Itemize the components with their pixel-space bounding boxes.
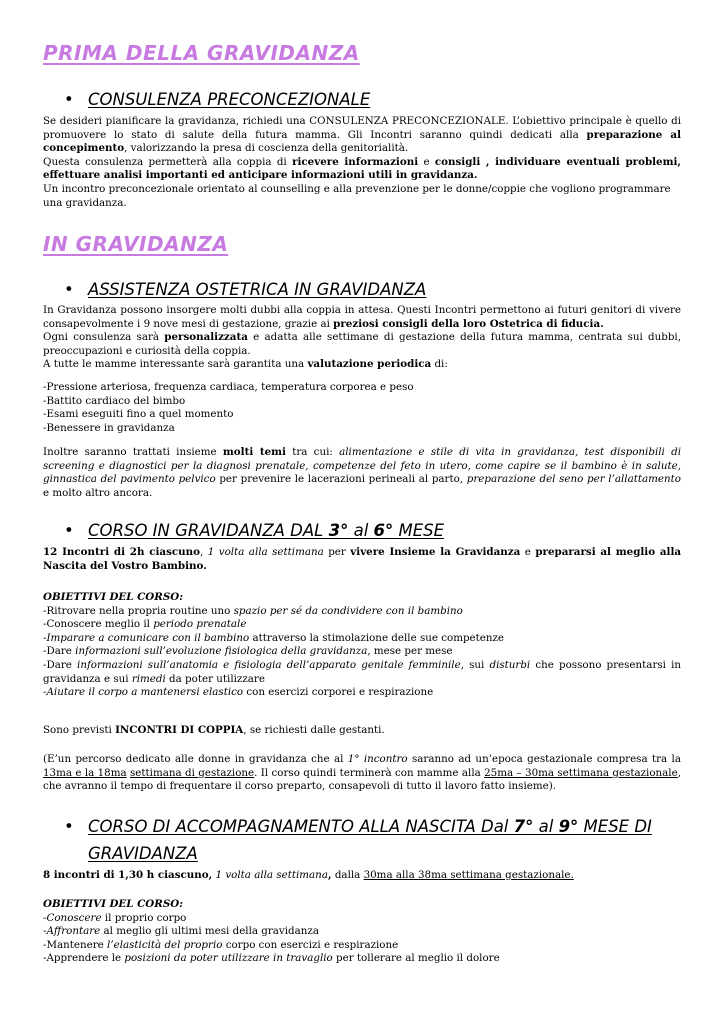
text: - xyxy=(43,911,47,924)
bold-text: vivere Insieme la Gravidanza xyxy=(350,546,521,558)
text: Questa consulenza permetterà alla coppia di xyxy=(43,155,293,168)
text: attraverso la stimolazione delle sue competenze xyxy=(249,631,505,644)
text: Se desideri pianificare la gravidanza, richiedi una CONSULENZA PRECONCEZIONALE. L’obiettivo principale è quello di promuovere lo stato di salute della futura mamma. Gli Incontri saranno quindi dedicati alla xyxy=(43,115,681,141)
corso1-obiettivi xyxy=(43,591,681,700)
bold-text: consigli , individuare eventuali problemi, effettuare analisi importanti ed anticipare informazioni utili in gravidanza. xyxy=(43,155,681,182)
bold-text: preziosi consigli della loro Ostetrica di fiducia. xyxy=(333,317,604,330)
text: e adatta alle settimane di gestazione della futura mamma, centrata sui dubbi, preoccupazioni e curiosità della coppia. xyxy=(43,331,682,357)
bold-text: 8 incontri di 1,30 h ciascuno, xyxy=(43,869,213,881)
paragraph xyxy=(43,304,681,331)
paragraph xyxy=(43,724,681,738)
list-item: -Benessere in gravidanza xyxy=(43,421,175,434)
temi-text xyxy=(43,446,681,500)
bold-text: molti temi xyxy=(222,446,286,458)
bullet-heading: GRAVIDANZA xyxy=(88,844,198,863)
bold-text: preparazione al concepimento xyxy=(43,128,681,155)
text: , se richiesti dalle gestanti. xyxy=(243,724,385,736)
obiettivi-title xyxy=(43,898,681,912)
section-title-in-gravidanza: IN GRAVIDANZA xyxy=(43,232,229,256)
bold-italic-text: OBIETTIVI DEL CORSO: xyxy=(43,591,184,603)
bullet-heading-continuation xyxy=(88,842,198,866)
text: dalla xyxy=(331,869,364,881)
text: saranno ad un’epoca gestazionale compresa tra la xyxy=(407,753,681,765)
italic-text: 1° incontro xyxy=(347,753,408,765)
bullet-heading: ASSISTENZA OSTETRICA IN GRAVIDANZA xyxy=(88,280,427,299)
bold-text: , xyxy=(327,869,332,881)
text: tra cui: xyxy=(285,446,340,458)
paragraph: Un incontro preconcezionale orientato al counselling e alla prevenzione per le donne/coppie che vogliono programmare una gravidanza. xyxy=(43,182,671,209)
list-item xyxy=(43,939,681,953)
paragraph xyxy=(43,115,681,156)
bullet-dot: • xyxy=(64,90,74,109)
list-item: -Esami eseguiti fino a quel momento xyxy=(43,408,234,421)
italic-text: l’elasticità del proprio xyxy=(107,938,223,951)
text: il proprio corpo xyxy=(101,911,187,924)
bullet-heading: CONSULENZA PRECONCEZIONALE xyxy=(88,90,371,109)
bullet-dot: • xyxy=(64,521,74,540)
bold-text: 3° xyxy=(328,521,349,540)
text: -Mantenere xyxy=(43,938,108,951)
text: e molto altro ancora. xyxy=(43,486,153,499)
text: per xyxy=(323,546,351,558)
paragraph xyxy=(43,753,681,794)
underlined-text: 25ma – 30ma settimana gestazionale xyxy=(484,766,678,779)
italic-text: informazioni sull’anatomia e fisiologia dell’apparato genitale femminile xyxy=(77,658,461,671)
corso2-intro xyxy=(43,869,681,883)
bullet-corso-accompagnamento xyxy=(64,815,652,839)
bullet-heading: CORSO DI ACCOMPAGNAMENTO ALLA NASCITA Dal xyxy=(88,817,514,836)
text: Inoltre saranno trattati insieme xyxy=(43,446,223,458)
paragraph xyxy=(43,358,681,372)
text: -Apprendere le xyxy=(43,952,125,965)
list-item xyxy=(43,686,681,700)
bold-text: prepararsi al meglio alla Nascita del Vostro Bambino. xyxy=(43,546,682,572)
bold-text: 9° xyxy=(558,817,579,836)
bullet-dot: • xyxy=(64,280,74,299)
paragraph xyxy=(43,331,681,358)
paragraph xyxy=(43,546,681,573)
text: . Il corso quindi terminerà con mamme alla xyxy=(254,766,485,779)
text: corpo con esercizi e respirazione xyxy=(222,938,399,951)
list-item xyxy=(43,952,681,966)
text: In Gravidanza possono insorgere molti dubbi alla coppia in attesa. Questi Incontri permettono ai futuri genitori di vivere consapevolmente i 9 nove mesi di gestazione, grazie ai xyxy=(43,304,681,330)
valutazione-list xyxy=(43,381,681,435)
text: (E’un percorso dedicato alle donne in gravidanza che al xyxy=(43,753,348,765)
text: , xyxy=(199,546,208,558)
bold-text: personalizzata xyxy=(164,331,248,344)
italic-text: 1 volta alla settimana xyxy=(207,546,324,558)
bullet-corso-3-6-mese xyxy=(64,519,444,543)
text: , che avranno il tempo di frequentare il corso preparto, consapevoli di tutto il lavoro fatto insieme). xyxy=(43,766,681,793)
underlined-text: 30ma alla 38ma settimana gestazionale. xyxy=(363,869,574,881)
italic-text: -Imparare a comunicare con il bambino xyxy=(43,631,250,644)
list-item: -Battito cardiaco del bimbo xyxy=(43,394,186,407)
paragraph xyxy=(43,869,681,883)
text: al meglio gli ultimi mesi della gravidanza xyxy=(100,925,319,938)
paragraph xyxy=(43,446,681,500)
bold-text: valutazione periodica xyxy=(307,358,432,371)
text: che possono presentarsi in gravidanza e sui xyxy=(43,658,682,685)
italic-text: -Aiutare il corpo a mantenersi elastico xyxy=(43,686,244,699)
italic-text: disturbi xyxy=(489,658,531,671)
list-item xyxy=(43,618,681,632)
section-title-prima-della-gravidanza: PRIMA DELLA GRAVIDANZA xyxy=(43,41,360,65)
italic-text: rimedi xyxy=(131,672,166,685)
corso2-obiettivi xyxy=(43,898,681,966)
text: -Ritrovare nella propria routine uno xyxy=(43,604,234,617)
text: con esercizi corporei e respirazione xyxy=(243,686,434,699)
italic-text: alimentazione e stile di vita in gravidanza, test disponibili di screening e diagnostici per la diagnosi prenatale, competenze del feto in utero, come capire se il bambino è in salute, ginnastica del pavimento pelvico xyxy=(43,446,681,486)
paragraph xyxy=(43,156,681,183)
list-item xyxy=(43,605,681,619)
italic-text: informazioni sull’evoluzione fisiologica della gravidanza xyxy=(75,645,368,658)
corso1-intro xyxy=(43,546,681,573)
text: per prevenire le lacerazioni perineali al parto, xyxy=(215,473,467,486)
bold-text: 7° xyxy=(513,817,534,836)
text: MESE DI xyxy=(578,817,652,836)
text: da poter utilizzare xyxy=(165,672,265,685)
text: - xyxy=(43,925,47,938)
text: , sui xyxy=(460,658,490,671)
text: A tutte le mamme interessante sarà garantita una xyxy=(43,358,308,371)
text: -Conoscere meglio il xyxy=(43,618,154,631)
text: al xyxy=(533,817,559,836)
bold-text: 6° xyxy=(373,521,394,540)
consulenza-text xyxy=(43,115,681,210)
text: e xyxy=(520,546,536,558)
list-item xyxy=(43,912,681,926)
bold-text: 12 Incontri di 2h ciascuno xyxy=(43,546,200,558)
incontri-di-coppia xyxy=(43,724,681,738)
obiettivi-title xyxy=(43,591,681,605)
list-item xyxy=(43,925,681,939)
bullet-consulenza-preconcezionale xyxy=(64,88,370,112)
list-item xyxy=(43,645,681,659)
bullet-assistenza-ostetrica xyxy=(64,278,426,302)
bold-text: INCONTRI DI COPPIA xyxy=(115,724,244,736)
italic-text: Affrontare xyxy=(46,925,101,938)
text: e xyxy=(418,155,435,168)
underlined-text: 13ma e la 18ma xyxy=(43,766,127,779)
italic-text: posizioni da poter utilizzare in travaglio xyxy=(124,952,333,965)
corso1-note xyxy=(43,753,681,794)
list-item xyxy=(43,632,681,646)
assistenza-text xyxy=(43,304,681,372)
italic-text: Conoscere xyxy=(46,911,102,924)
text: Ogni consulenza sarà xyxy=(43,331,165,344)
list-item: -Pressione arteriosa, frequenza cardiaca, temperatura corporea e peso xyxy=(43,381,414,393)
text: Sono previsti xyxy=(43,724,116,736)
text: -Dare xyxy=(43,658,78,671)
list-item xyxy=(43,659,681,686)
text: , valorizzando la presa di coscienza della genitorialità. xyxy=(124,142,409,155)
underlined-text: settimana di gestazione xyxy=(130,766,255,779)
text: al xyxy=(348,521,374,540)
bullet-dot: • xyxy=(64,817,74,836)
text: , mese per mese xyxy=(367,645,453,658)
italic-text: periodo prenatale xyxy=(153,618,247,631)
text: di: xyxy=(431,358,448,371)
text: -Dare xyxy=(43,645,76,658)
text: MESE xyxy=(393,521,445,540)
bold-italic-text: OBIETTIVI DEL CORSO: xyxy=(43,898,184,910)
bold-text: ricevere informazioni xyxy=(292,155,419,168)
italic-text: spazio per sé da condividere con il bambino xyxy=(233,604,463,617)
bullet-heading: CORSO IN GRAVIDANZA DAL xyxy=(88,521,329,540)
italic-text: preparazione del seno per l’allattamento xyxy=(466,473,681,486)
text: per tollerare al meglio il dolore xyxy=(332,952,500,965)
italic-text: 1 volta alla settimana xyxy=(215,869,328,881)
